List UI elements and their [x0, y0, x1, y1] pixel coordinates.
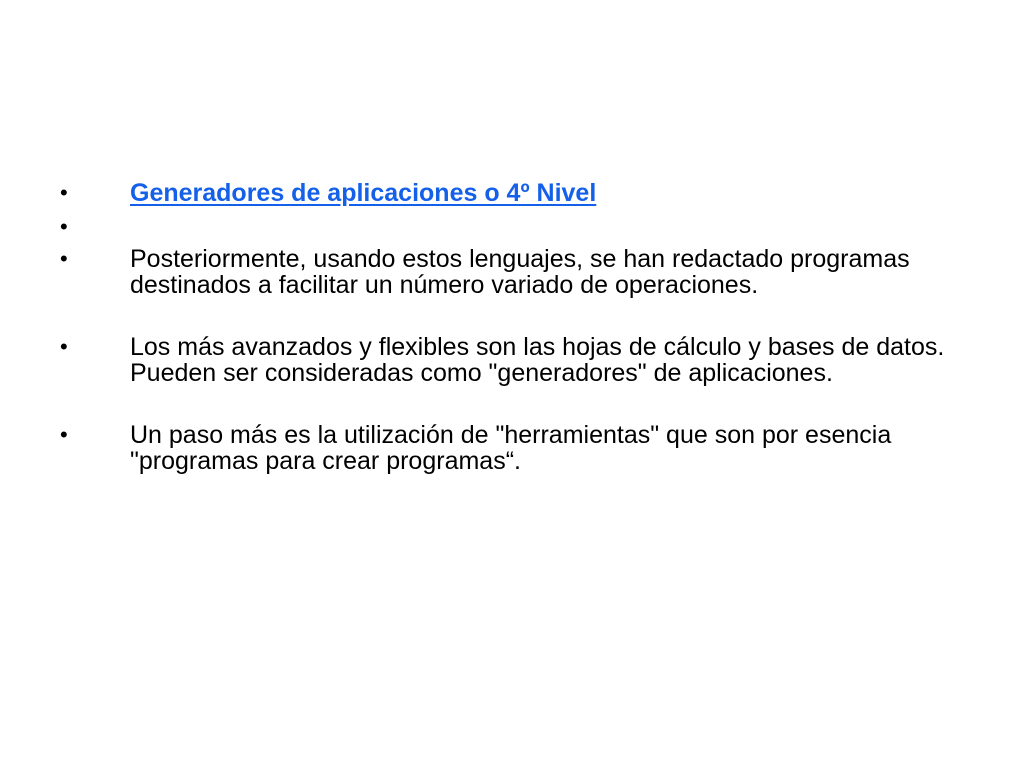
paragraph-text: Un paso más es la utilización de "herramientas" que son por esencia "programas para crear programas“. — [130, 421, 892, 475]
list-item — [60, 180, 960, 206]
bullet-icon: • — [60, 246, 68, 271]
list-item — [60, 334, 960, 386]
bullet-icon: • — [60, 180, 68, 205]
bullet-icon: • — [60, 214, 68, 239]
list-item — [60, 246, 960, 298]
paragraph-text: Posteriormente, usando estos lenguajes, se han redactado programas destinados a facilitar un número variado de operaciones. — [130, 245, 910, 299]
heading-link[interactable]: Generadores de aplicaciones o 4º Nivel — [130, 179, 597, 207]
list-item — [60, 422, 960, 474]
bullet-icon: • — [60, 334, 68, 359]
paragraph-text: Los más avanzados y flexibles son las hojas de cálculo y bases de datos. Pueden ser consideradas como "generadores" de aplicaciones. — [130, 333, 945, 387]
list-item-empty — [60, 214, 960, 240]
bullet-icon: • — [60, 422, 68, 447]
bullet-list — [60, 180, 960, 510]
